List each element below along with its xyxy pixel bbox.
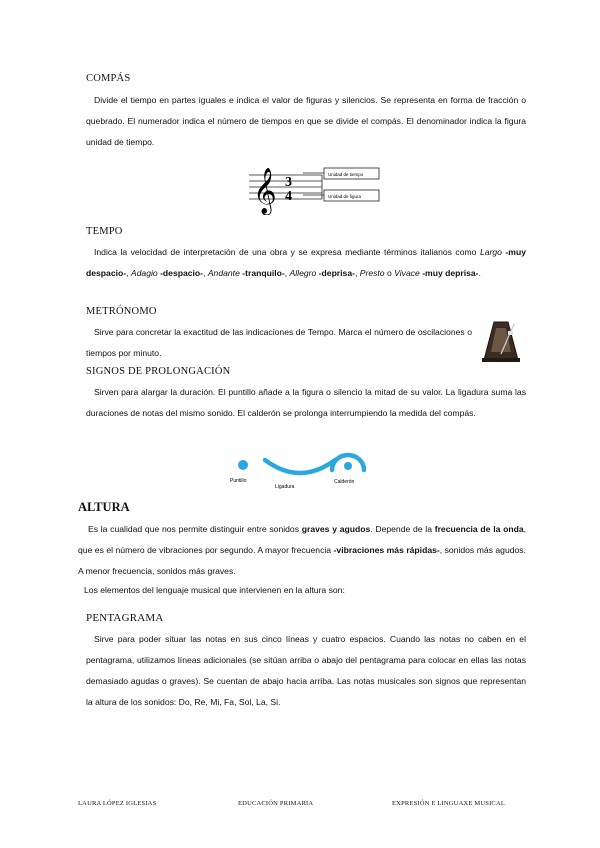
compas-heading: COMPÁS (86, 73, 131, 84)
tempo-heading: TEMPO (86, 226, 123, 237)
sign-label-ligadura: Ligadura (275, 484, 295, 490)
altura-list-intro: Los elementos del lenguaje musical que intervienen en la altura son: (84, 585, 345, 595)
prolongation-signs-figure (220, 448, 380, 496)
signos-heading: SIGNOS DE PROLONGACIÓN (86, 366, 231, 377)
compas-paragraph: Divide el tiempo en partes iguales e indica el valor de figuras y silencios. Se representa en forma de fracción o quebrado. El numerador indica el número de tiempos en que se divide el compás. El denominador indica la figura unidad de tiempo. (86, 95, 526, 147)
footer-author: LAURA LÓPEZ IGLESIAS (78, 800, 157, 807)
tempo-paragraph: Indica la velocidad de interpretación de una obra y se expresa mediante términos italianos como Largo -muy despacio-, Adagio -despacio-, Andante -tranquilo-, Allegro -deprisa-, Presto o Vivace -muy deprisa-. (86, 247, 526, 278)
time-signature-figure (245, 155, 385, 215)
pentagrama-paragraph: Sirve para poder situar las notas en sus cinco líneas y cuatro espacios. Cuando las notas no caben en el pentagrama, utilizamos líneas adicionales (se sitúan arriba o abajo del pentagrama para colocar en ellas las notas demasiado agudas o graves). Se cuentan de abajo hacia arriba. Las notas musicales son signos que representan la altura de los sonidos: Do, Re, Mi, Fa, Sol, La, Si. (86, 634, 526, 707)
footer-course: EDUCACIÓN PRIMARIA (238, 800, 314, 807)
ligadura-tie-icon (265, 460, 335, 473)
altura-paragraph: Es la cualidad que nos permite distinguir entre sonidos graves y agudos. Depende de la frecuencia de la onda, que es el número de vibraciones por segundo. A mayor frecuencia -vibraciones más rápidas-, sonidos más agudos. A menor frecuencia, sonidos más graves. (78, 524, 527, 576)
puntillo-dot-icon (238, 460, 248, 470)
sign-label-calderon: Calderón (334, 479, 355, 485)
signos-paragraph: Sirven para alargar la duración. El puntillo añade a la figura o silencio la mitad de su valor. La ligadura suma las duraciones de notas del mismo sonido. El calderón se prolonga interrumpiendo la medida del compás. (86, 387, 526, 418)
footer-subject: EXPRESIÓN E LINGUAXE MUSICAL (392, 800, 506, 807)
time-numerator: 3 (285, 175, 292, 190)
fig-label-bottom: Unidad de figura (328, 194, 362, 199)
treble-clef-icon: 𝄞 (253, 168, 277, 214)
time-denominator: 4 (285, 189, 292, 204)
metronomo-paragraph: Sirve para concretar la exactitud de las indicaciones de Tempo. Marca el número de oscilaciones o tiempos por minuto. (86, 327, 472, 358)
sign-label-puntillo: Puntillo (230, 478, 247, 484)
fig-label-top: Unidad de tiempo (328, 172, 364, 177)
metronomo-heading: METRÓNOMO (86, 306, 157, 317)
pentagrama-heading: PENTAGRAMA (86, 612, 164, 624)
altura-heading: ALTURA (78, 500, 130, 514)
metronome-icon (478, 318, 526, 364)
